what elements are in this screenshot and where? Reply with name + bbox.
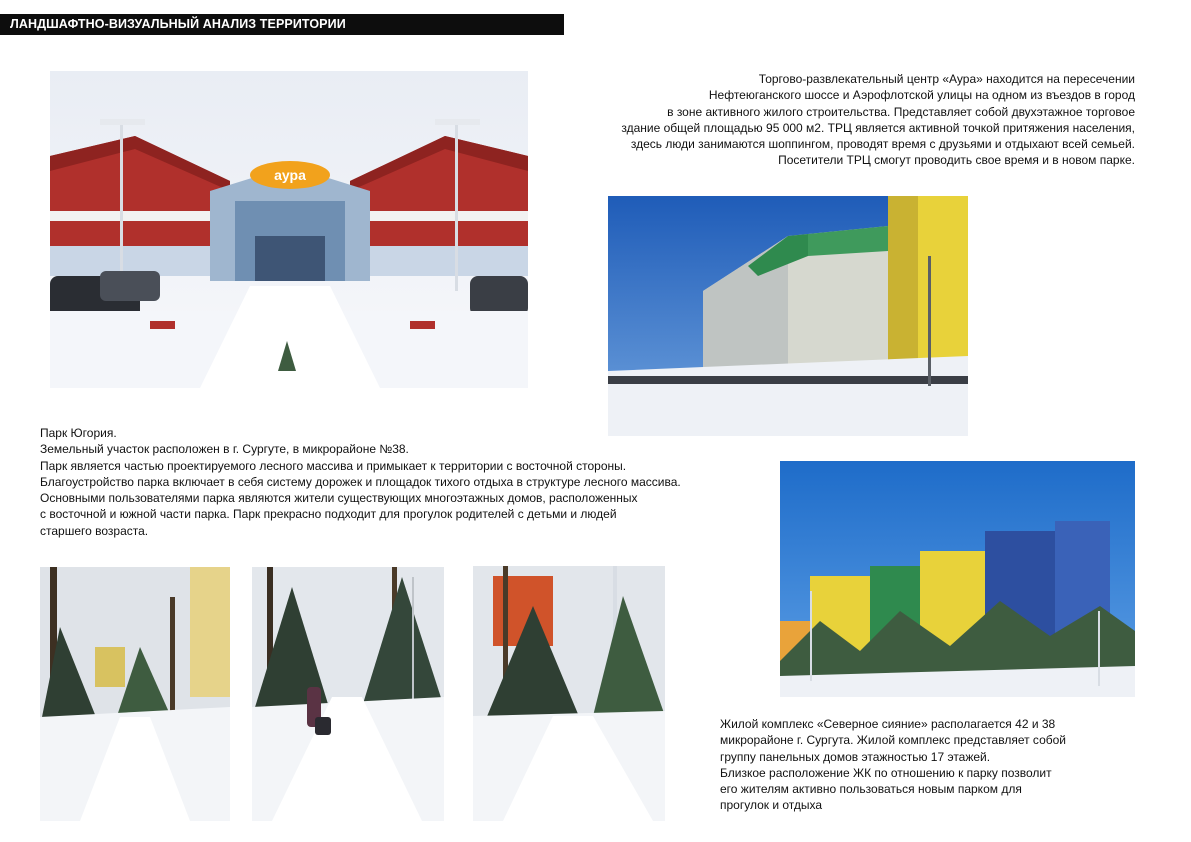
mall-line: здесь люди занимаются шоппингом, проводят время с друзьями и отдыхают всей семьей.	[630, 137, 1135, 152]
complex-line: Жилой комплекс «Северное сияние» располагается 42 и 38	[720, 717, 1056, 731]
park-path-photo-1	[40, 567, 230, 821]
mall-line: Нефтеюганского шоссе и Аэрофлотской улицы на одном из въездов в город	[708, 88, 1135, 103]
complex-description	[720, 716, 1150, 814]
complex-line: микрорайоне г. Сургута. Жилой комплекс представляет собой	[720, 733, 1066, 748]
complex-line: группу панельных домов этажностью 17 этажей.	[720, 749, 991, 764]
park-line: Благоустройство парка включает в себя систему дорожек и площадок тихого отдыха в структуре лесного массива.	[40, 474, 681, 489]
northern-lights-complex-photo	[780, 461, 1135, 697]
mall-line: Посетители ТРЦ смогут проводить свое время и в новом парке.	[778, 153, 1135, 168]
mall-line: здание общей площадью 95 000 м2. ТРЦ является активной точкой притяжения населения,	[621, 120, 1135, 135]
mall-line: Торгово-развлекательный центр «Аура» находится на пересечении	[758, 72, 1135, 86]
park-line: Парк Югория.	[40, 426, 117, 440]
mall-description	[500, 71, 1135, 169]
park-line: Земельный участок расположен в г. Сургуте, в микрорайоне №38.	[40, 442, 409, 457]
complex-line: Близкое расположение ЖК по отношению к парку позволит	[720, 765, 1052, 780]
mall-sign-text: аура	[274, 167, 306, 183]
complex-line: его жителям активно пользоваться новым парком для	[720, 782, 1022, 797]
title-bar	[0, 14, 564, 35]
park-path-photo-3	[473, 566, 665, 821]
residential-towers-photo	[608, 196, 968, 436]
park-line: старшего возраста.	[40, 523, 149, 538]
page-title: ЛАНДШАФТНО-ВИЗУАЛЬНЫЙ АНАЛИЗ ТЕРРИТОРИИ	[10, 17, 346, 31]
mall-photo	[50, 71, 528, 388]
park-path-photo-2	[252, 567, 444, 821]
park-line: с восточной и южной части парка. Парк прекрасно подходит для прогулок родителей с детьми и людей	[40, 507, 617, 522]
park-line: Основными пользователями парка являются жители существующих многоэтажных домов, расположенных	[40, 491, 638, 506]
complex-line: прогулок и отдыха	[720, 798, 823, 813]
mall-line: в зоне активного жилого строительства. Представляет собой двухэтажное торговое	[667, 104, 1135, 119]
park-description	[40, 425, 690, 539]
park-line: Парк является частью проектируемого лесного массива и примыкает к территории с восточной стороны.	[40, 458, 627, 473]
